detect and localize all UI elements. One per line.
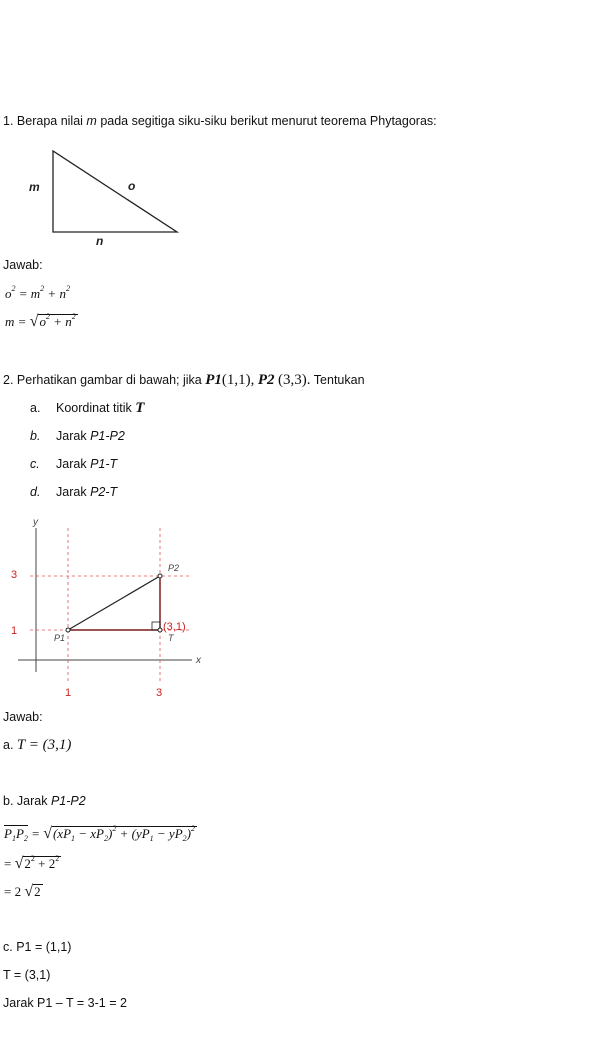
q2-item-c: c. Jarak P1-T (30, 457, 118, 471)
tick-x-1: 1 (65, 687, 72, 699)
answer-2b-line2: = $√2^2 + 2^2$ (4, 854, 60, 872)
point-t-coord: (3,1) (163, 621, 186, 633)
question-2: 2. Perhatikan gambar di bawah; jika P1(1,1), P2 (3,3). Tentukan (3, 372, 365, 388)
q1-formula-2: $m = √o^2 + n^2$ (5, 312, 76, 330)
answer-2c-line3: Jarak P1 – T = 3-1 = 2 (3, 996, 127, 1010)
point-p2: P2 (168, 563, 180, 573)
answer-2c-line1: c. P1 = (1,1) (3, 940, 72, 954)
point-p1: P1 (54, 633, 66, 643)
coordinate-graph (0, 510, 220, 700)
label-n: n (96, 234, 104, 248)
tick-x-3: 3 (156, 687, 163, 699)
answer-2b-line3: = 2 √2 (4, 883, 41, 900)
label-o: o (128, 179, 136, 193)
answer-2c-line2: T = (3,1) (3, 968, 51, 982)
q2-item-b: b. Jarak P1-P2 (30, 429, 125, 443)
answer-2b-heading: b. Jarak P1-P2 (3, 794, 86, 808)
q2-item-a: a. Koordinat titik T (30, 400, 145, 416)
answer-2a: a. T = (3,1) (3, 737, 72, 753)
answer-label-1: Jawab: (3, 258, 43, 272)
q1-formula-1: $o^2 = m^2 + n^2$ (5, 284, 70, 301)
tick-y-3: 3 (11, 569, 18, 581)
q2-item-d: d. Jarak P2-T (30, 485, 118, 499)
triangle-figure (0, 140, 200, 250)
point-t: T (168, 633, 174, 643)
question-1: 1. Berapa nilai m pada segitiga siku-siku berikut menurut teorema Phytagoras: (3, 114, 437, 128)
answer-2b-line1: $P_1P_2 = √(xP_1 - xP_2)^2 + (yP_1 - yP_2)^2$ (4, 824, 195, 843)
axis-label-y: y (33, 517, 38, 528)
label-m: m (29, 180, 40, 194)
tick-y-1: 1 (11, 625, 18, 637)
answer-label-2: Jawab: (3, 710, 43, 724)
axis-label-x: x (196, 655, 201, 666)
